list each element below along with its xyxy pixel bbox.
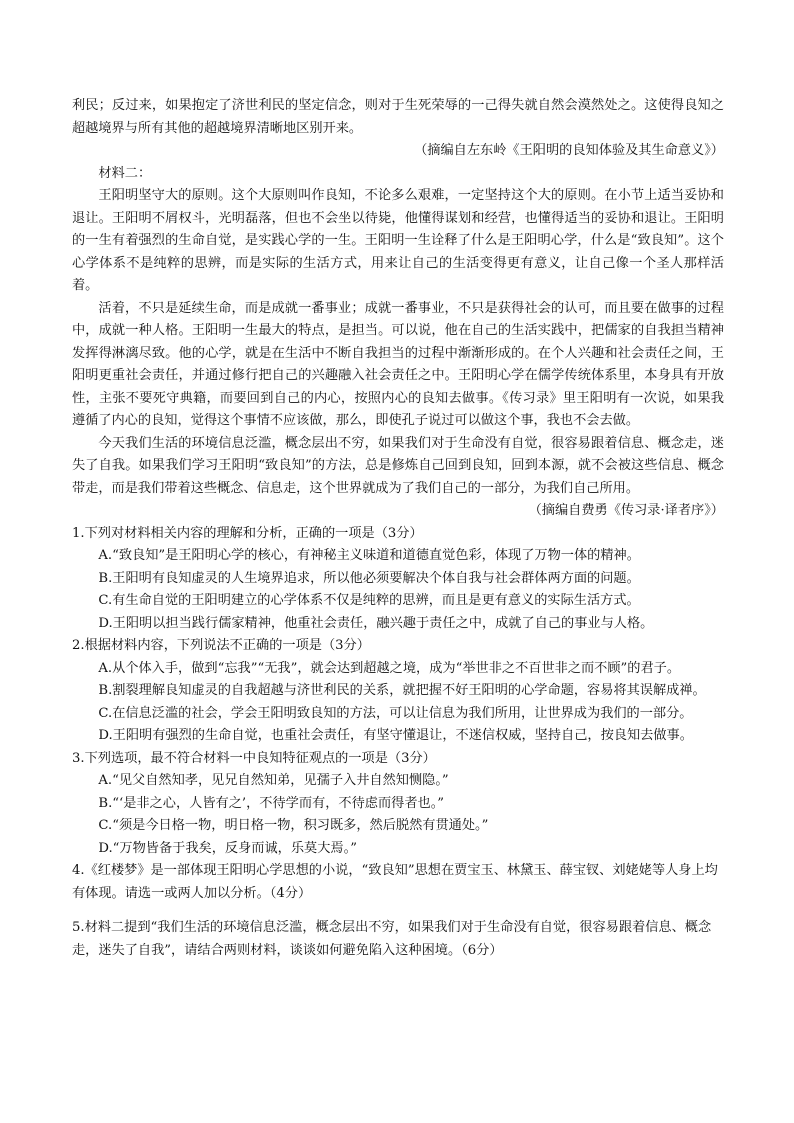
material1-tail: 利民；反过来，如果抱定了济世利民的坚定信念，则对于生死荣辱的一己得失就自然会漠然处之。这使得良知之超越境界与所有其他的超越境界清晰地区别开来。 [72,98,724,136]
question-3-option-b: B.“‘是非之心，人皆有之’，不待学而有，不待虑而得者也。” [98,795,445,811]
question-2-option-d: D.王阳明有强烈的生命自觉，也重社会责任，有坚守懂退让，不迷信权威，坚持自己，按良知去做事。 [98,728,693,743]
question-3-option-d: D.“万物皆备于我矣，反身而诚，乐莫大焉。” [98,840,357,856]
question-4-stem: 4.《红楼梦》是一部体现王阳明心学思想的小说，“致良知”思想在贾宝玉、林黛玉、薛宝钗、刘姥姥等人身上均有体现。请选一或两人加以分析。（4分） [72,863,718,901]
material2-paragraph-3: 今天我们生活的环境信息泛滥，概念层出不穷，如果我们对于生命没有自觉，很容易跟着信息、概念走，迷失了自我。如果我们学习王阳明“致良知”的方法，总是修炼自己回到良知，回到本源，就不会被这些信息、概念带走，而是我们带着这些概念、信息走，这个世界就成为了我们自己的一部分，为我们自己所用。 [72,435,724,496]
question-1-option-b: B.王阳明有良知虚灵的人生境界追求，所以他必须要解决个体自我与社会群体两方面的问题。 [98,570,640,586]
material2-heading: 材料二： [98,165,152,181]
question-3-option-a: A.“见父自然知孝，见兄自然知弟，见孺子入井自然知恻隐。” [98,773,449,788]
question-2-option-a: A.从个体入手，做到“忘我”“无我”，就会达到超越之境，成为“举世非之不百世非之而不顾”的君子。 [98,660,681,676]
question-1-option-c: C.有生命自觉的王阳明建立的心学体系不仅是纯粹的思辨，而且是更有意义的实际生活方式。 [98,593,640,608]
material2-paragraph-2: 活着，不只是延续生命，而是成就一番事业；成就一番事业，不只是获得社会的认可，而且要在做事的过程中，成就一种人格。王阳明一生最大的特点，是担当。可以说，他在自己的生活实践中，把儒家的自我担当精神发挥得淋漓尽致。他的心学，就是在生活中不断自我担当的过程中渐渐形成的。在个人兴趣和社会责任之间，王阳明更重社会责任，并通过修行把自己的兴趣融入社会责任之中。王阳明心学在儒学传统体系里，本身具有开放性，主张不要死守典籍，而要回到自己的内心，按照内心的良知去做事。《传习录》里王阳明有一次说，如果我遵循了内心的良知，觉得这个事情不应该做，那么，即使孔子说过可以做这个事，我也不会去做。 [72,300,724,428]
question-2-option-c: C.在信息泛滥的社会，学会王阳明致良知的方法，可以让信息为我们所用，让世界成为我们的一部分。 [98,705,693,721]
question-3-option-c: C.“须是今日格一物，明日格一物，积习既多，然后脱然有贯通处。” [98,818,489,833]
material2-paragraph-1: 王阳明坚守大的原则。这个大原则叫作良知，不论多么艰难，一定坚持这个大的原则。在小节上适当妥协和退让。王阳明不屑权斗，光明磊落，但也不会坐以待毙，他懂得谋划和经营，也懂得适当的妥协和退让。王阳明的一生有着强烈的生命自觉，是实践心学的一生。王阳明一生诠释了什么是王阳明心学，什么是“致良知”。这个心学体系不是纯粹的思辨，而是实际的生活方式，用来让自己的生活变得更有意义，让自己像一个圣人那样活着。 [72,188,724,293]
question-1-option-d: D.王阳明以担当践行儒家精神，他重社会责任，融兴趣于责任之中，成就了自己的事业与人格。 [98,615,654,631]
question-1-stem: 1.下列对材料相关内容的理解和分析，正确的一项是（3分） [72,525,423,541]
question-2-option-b: B.割裂理解良知虚灵的自我超越与济世利民的关系，就把握不好王阳明的心学命题，容易将其误解成禅。 [98,683,706,698]
material2-source: （摘编自费勇《传习录·译者序》） [528,503,724,518]
question-5-stem: 5.材料二提到“我们生活的环境信息泛滥，概念层出不穷，如果我们对于生命没有自觉，很容易跟着信息、概念走，迷失了自我”，请结合两则材料，谈谈如何避免陷入这种困境。（6分） [72,920,712,958]
question-1-option-a: A.“致良知”是王阳明心学的核心，有神秘主义味道和道德直觉色彩，体现了万物一体的精神。 [98,548,640,563]
answer-gap [72,905,724,917]
material1-source: （摘编自左东岭《王阳明的良知体验及其生命意义》） [414,143,724,158]
question-3-stem: 3.下列选项，最不符合材料一中良知特征观点的一项是（3分） [72,750,436,766]
question-2-stem: 2.根据材料内容，下列说法不正确的一项是（3分） [72,638,370,653]
exam-page [72,95,724,962]
